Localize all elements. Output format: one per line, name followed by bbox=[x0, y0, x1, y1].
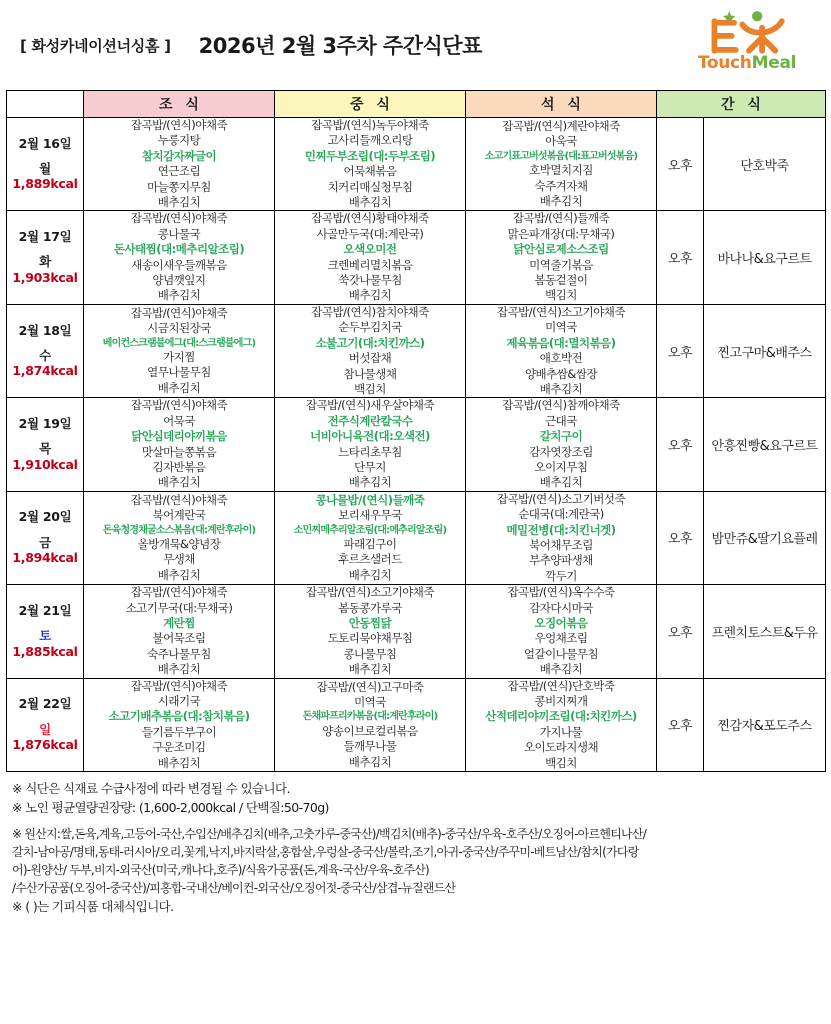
table-row bbox=[7, 118, 826, 211]
table-row bbox=[7, 491, 826, 584]
dish-item: 사골만두국(대:계란국) bbox=[316, 226, 424, 241]
day-date: 2월 19일 bbox=[18, 415, 72, 431]
logo-text-touch: Touch bbox=[697, 53, 752, 73]
day-cell bbox=[7, 211, 84, 304]
snack-time-cell: 오후 bbox=[657, 678, 704, 771]
lunch-cell bbox=[275, 491, 466, 584]
dish-item: 배추김치 bbox=[157, 662, 201, 677]
dish-item: 맑은파개장(대:무채국) bbox=[507, 226, 615, 241]
dish-item: 올방개묵&양념장 bbox=[137, 536, 221, 551]
dish-item: 불어묵조림 bbox=[152, 631, 206, 646]
snack-time-cell: 오후 bbox=[657, 491, 704, 584]
dish-item: 누룽지탕 bbox=[157, 133, 201, 148]
dish-item: 소고기무국(대:무채국) bbox=[125, 600, 233, 615]
table-row bbox=[7, 585, 826, 678]
touchmeal-smile-icon bbox=[698, 8, 797, 54]
day-cell bbox=[7, 678, 84, 771]
dish-item: 콩나물국 bbox=[157, 226, 201, 241]
dish-item: 순두부김치국 bbox=[338, 320, 402, 335]
dish-item: 양념깻잎지 bbox=[152, 273, 206, 288]
dish-item: 잡곡밥/(연식)단호박죽 bbox=[507, 678, 615, 693]
dish-item: 봄동겉절이 bbox=[534, 273, 588, 288]
day-date: 2월 21일 bbox=[18, 602, 72, 618]
facility-name: [ 화성카네이션너싱홈 ] bbox=[20, 36, 171, 55]
day-kcal: 1,874kcal bbox=[12, 363, 78, 379]
breakfast-cell bbox=[84, 118, 275, 211]
dish-item: 양배추쌈&쌈장 bbox=[524, 366, 598, 381]
dish-item: 배추김치 bbox=[348, 288, 392, 303]
dish-item: 잡곡밥/(연식)녹두야채죽 bbox=[311, 118, 429, 132]
dish-item: 배추김치 bbox=[157, 567, 201, 582]
dish-item: 순대국(대:계란국) bbox=[518, 507, 604, 522]
page-title: 2026년 2월 3주차 주간식단표 bbox=[198, 34, 482, 58]
dish-item: 콩나물밥/(연식)들깨죽 bbox=[315, 492, 425, 507]
dish-item: 시금치된장국 bbox=[147, 321, 211, 336]
table-row bbox=[7, 304, 826, 397]
dish-item: 느타리초무침 bbox=[338, 444, 402, 459]
dinner-cell bbox=[466, 304, 657, 397]
header-breakfast: 조 식 bbox=[84, 91, 275, 118]
dish-item: 잡곡밥/(연식)새우살야채죽 bbox=[305, 398, 435, 413]
header-lunch: 중 식 bbox=[275, 91, 466, 118]
logo-text-meal: Meal bbox=[751, 53, 797, 73]
day-weekday: 수 bbox=[39, 347, 51, 363]
note-menu-change: ※ 식단은 식재료 수급사정에 따라 변경될 수 있습니다. bbox=[12, 781, 290, 797]
day-weekday: 일 bbox=[39, 721, 51, 737]
note-kcal-guide: ※ 노인 평균열량권장량: (1,600-2,000kcal / 단백질:50-70g) bbox=[12, 800, 329, 816]
header-dinner: 석 식 bbox=[466, 91, 657, 118]
table-row bbox=[7, 398, 826, 491]
snack-time-cell: 오후 bbox=[657, 118, 704, 211]
dish-item: 잡곡밥/(연식)소고기버섯죽 bbox=[496, 491, 626, 506]
note-spacer bbox=[12, 818, 831, 825]
dinner-cell bbox=[466, 585, 657, 678]
dish-item: 잡곡밥/(연식)들깨죽 bbox=[512, 211, 610, 226]
dish-item: 연근조림 bbox=[157, 164, 201, 179]
dish-item: 들기름두부구이 bbox=[141, 724, 217, 739]
snack-cell: 단호박죽 bbox=[704, 118, 826, 211]
dish-item: 어묵국 bbox=[163, 413, 195, 428]
dish-item: 마늘쫑지무침 bbox=[147, 179, 211, 194]
day-kcal: 1,876kcal bbox=[12, 737, 78, 753]
dish-item: 소민찌메추리알조림(대:메추리알조림) bbox=[293, 524, 447, 536]
dish-item: 배추김치 bbox=[157, 755, 201, 770]
dish-item: 근대국 bbox=[545, 413, 577, 428]
page-header bbox=[6, 0, 825, 90]
dish-item: 김자반볶음 bbox=[152, 459, 206, 474]
dish-item: 가지찜 bbox=[163, 350, 195, 365]
dish-item: 가지나물 bbox=[539, 724, 583, 739]
lunch-cell bbox=[275, 678, 466, 771]
dish-item: 잡곡밥/(연식)야채죽 bbox=[130, 398, 228, 413]
dish-item: 배추김치 bbox=[348, 662, 392, 677]
snack-cell: 안흥찐빵&요구르트 bbox=[704, 398, 826, 491]
dish-item: 민찌두부조림(대:두부조림) bbox=[304, 148, 436, 163]
day-weekday: 금 bbox=[39, 534, 51, 550]
day-weekday: 월 bbox=[39, 161, 51, 177]
dish-item: 얼갈이나물무침 bbox=[523, 646, 599, 661]
dish-item: 잡곡밥/(연식)참치야채죽 bbox=[311, 304, 429, 319]
day-cell bbox=[7, 118, 84, 211]
dish-item: 오징어볶음 bbox=[534, 616, 588, 630]
dish-item: 쑥갓나물무침 bbox=[338, 273, 402, 288]
lunch-cell bbox=[275, 118, 466, 211]
dish-item: 잡곡밥/(연식)계란야채죽 bbox=[502, 119, 620, 133]
breakfast-cell bbox=[84, 585, 275, 678]
dish-item: 새송이새우들깨볶음 bbox=[131, 257, 227, 272]
logo-wordmark bbox=[691, 55, 803, 72]
note-origin-line-1: ※ 원산지:쌀,돈육,계육,고등어-국산,수입산/배추김치(배추,고춧가루-중국산)/백김치(배추)-중국산/우육-호주산/오징어-아르헨티나산/ bbox=[12, 826, 647, 841]
day-cell bbox=[7, 304, 84, 397]
dinner-cell bbox=[466, 491, 657, 584]
snack-cell: 찐고구마&배주스 bbox=[704, 304, 826, 397]
dish-item: 미역줄기볶음 bbox=[529, 257, 593, 272]
dish-item: 잡곡밥/(연식)야채죽 bbox=[130, 492, 228, 507]
dish-item: 후르츠샐러드 bbox=[338, 552, 402, 567]
breakfast-cell bbox=[84, 491, 275, 584]
dish-item: 오이도라지생채 bbox=[523, 740, 599, 755]
dish-item: 백김치 bbox=[354, 381, 386, 396]
dish-item: 배추김치 bbox=[157, 288, 201, 303]
dish-item: 잡곡밥/(연식)야채죽 bbox=[130, 305, 228, 320]
breakfast-cell bbox=[84, 398, 275, 491]
table-header-row bbox=[7, 91, 826, 118]
dish-item: 배추김치 bbox=[157, 380, 201, 395]
note-origin-line-3: 어)-원양산/ 두부,비지-외국산(미국,캐나다,호주)/식육가공품(돈,계육-국산/우육-호주산) bbox=[12, 862, 429, 877]
dish-item: 부추양파생채 bbox=[529, 553, 593, 568]
dish-item: 열무나물무침 bbox=[147, 365, 211, 380]
dish-item: 크렌베리멸치볶음 bbox=[327, 257, 413, 272]
dish-item: 들깨무나물 bbox=[343, 739, 397, 754]
dish-item: 메밀전병(대:치킨너겟) bbox=[506, 522, 616, 537]
dish-item: 아욱국 bbox=[545, 134, 577, 149]
dish-item: 잡곡밥/(연식)야채죽 bbox=[130, 118, 228, 132]
table-body bbox=[7, 118, 826, 772]
dish-item: 북어채무조림 bbox=[529, 537, 593, 552]
dish-item: 오색오미전 bbox=[343, 242, 397, 257]
dish-item: 도토리묵야채무침 bbox=[327, 631, 413, 646]
dish-item: 미역국 bbox=[545, 320, 577, 335]
day-cell bbox=[7, 398, 84, 491]
dish-item: 잡곡밥/(연식)참깨야채죽 bbox=[502, 398, 620, 413]
dish-item: 파래김구이 bbox=[343, 536, 397, 551]
lunch-cell bbox=[275, 211, 466, 304]
dish-item: 안동찜닭 bbox=[348, 616, 392, 630]
table-row bbox=[7, 211, 826, 304]
lunch-cell bbox=[275, 398, 466, 491]
snack-time-cell: 오후 bbox=[657, 211, 704, 304]
day-weekday: 화 bbox=[39, 254, 51, 270]
day-kcal: 1,889kcal bbox=[12, 176, 78, 192]
dish-item: 양송이브로컬리볶음 bbox=[322, 723, 418, 738]
dish-item: 숙주나물무침 bbox=[147, 646, 211, 661]
dish-item: 배추김치 bbox=[539, 662, 583, 677]
lunch-cell bbox=[275, 585, 466, 678]
day-date: 2월 16일 bbox=[18, 135, 72, 151]
day-date: 2월 17일 bbox=[18, 229, 72, 245]
dish-item: 단무지 bbox=[354, 459, 386, 474]
dish-item: 제육볶음(대:멸치볶음) bbox=[506, 335, 616, 350]
dish-item: 너비아니육전(대:오색전) bbox=[310, 429, 430, 444]
snack-cell: 찐감자&포도주스 bbox=[704, 678, 826, 771]
dish-item: 봄동콩가루국 bbox=[338, 600, 402, 615]
dish-item: 백김치 bbox=[545, 755, 577, 770]
dish-item: 숙주겨자채 bbox=[534, 178, 588, 193]
snack-time-cell: 오후 bbox=[657, 398, 704, 491]
dish-item: 베이컨스크램블에그(대:스크램블에그) bbox=[102, 337, 256, 349]
dish-item: 참나물생채 bbox=[343, 366, 397, 381]
dish-item: 계란찜 bbox=[163, 616, 195, 630]
dish-item: 소불고기(대:치킨까스) bbox=[315, 335, 425, 350]
dish-item: 배추김치 bbox=[348, 754, 392, 769]
dish-item: 배추김치 bbox=[539, 194, 583, 209]
dish-item: 오이지무침 bbox=[534, 459, 588, 474]
day-date: 2월 18일 bbox=[18, 322, 72, 338]
dinner-cell bbox=[466, 398, 657, 491]
dish-item: 잡곡밥/(연식)야채죽 bbox=[130, 211, 228, 226]
dish-item: 무생채 bbox=[163, 552, 195, 567]
dinner-cell bbox=[466, 211, 657, 304]
snack-cell: 프렌치토스트&두유 bbox=[704, 585, 826, 678]
day-cell bbox=[7, 585, 84, 678]
dish-item: 버섯잡채 bbox=[348, 351, 392, 366]
breakfast-cell bbox=[84, 304, 275, 397]
weekly-menu-table bbox=[6, 90, 826, 772]
dish-item: 돈사태찜(대:메추리알조림) bbox=[113, 242, 245, 257]
lunch-cell bbox=[275, 304, 466, 397]
day-cell bbox=[7, 491, 84, 584]
day-kcal: 1,910kcal bbox=[12, 456, 78, 472]
dish-item: 돈육청경채굴소스볶음(대:계란후라이) bbox=[102, 524, 256, 536]
dish-item: 맛살마늘쫑볶음 bbox=[141, 444, 217, 459]
note-origin-line-2: 갈치-남아공/명태,동태-러시아/오리,꽃게,낙지,바지락살,홍합살,우렁살-중국산/볼락,조기,아귀-중국산/주꾸미-베트남산/참치(가다랑 bbox=[12, 844, 639, 859]
day-spacer bbox=[7, 712, 83, 723]
dish-item: 배추김치 bbox=[348, 567, 392, 582]
dish-item: 고사리들깨오리탕 bbox=[327, 133, 413, 148]
dish-item: 닭안심데리야끼볶음 bbox=[131, 429, 227, 444]
day-kcal: 1,903kcal bbox=[12, 269, 78, 285]
dish-item: 감자엿장조림 bbox=[529, 444, 593, 459]
day-date: 2월 22일 bbox=[18, 696, 72, 712]
dish-item: 잡곡밥/(연식)소고기야채죽 bbox=[305, 585, 435, 600]
dish-item: 구운조미김 bbox=[152, 740, 206, 755]
dish-item: 치커리매실청무침 bbox=[327, 179, 413, 194]
dish-item: 어묵채볶음 bbox=[343, 164, 397, 179]
dish-item: 배추김치 bbox=[348, 195, 392, 210]
snack-cell: 밤만쥬&딸기요플레 bbox=[704, 491, 826, 584]
dinner-cell bbox=[466, 678, 657, 771]
dish-item: 소고기표고버섯볶음(대:표고버섯볶음) bbox=[484, 150, 638, 162]
dish-item: 콩나물무침 bbox=[343, 646, 397, 661]
header-blank bbox=[7, 91, 84, 118]
dish-item: 소고기배추볶음(대:참치볶음) bbox=[108, 709, 250, 724]
dish-item: 참치감자짜글이 bbox=[141, 148, 217, 163]
day-weekday: 토 bbox=[39, 628, 51, 644]
breakfast-cell bbox=[84, 678, 275, 771]
dish-item: 시래기국 bbox=[157, 694, 201, 709]
dish-item: 잡곡밥/(연식)고구마죽 bbox=[316, 679, 424, 694]
dish-item: 깍두기 bbox=[545, 568, 577, 583]
touchmeal-logo bbox=[691, 8, 803, 72]
dish-item: 미역국 bbox=[354, 695, 386, 710]
dish-item: 전주식계란칼국수 bbox=[327, 413, 413, 428]
dish-item: 우엉채조림 bbox=[534, 631, 588, 646]
dish-item: 배추김치 bbox=[157, 195, 201, 210]
dish-item: 배추김치 bbox=[157, 475, 201, 490]
dish-item: 애호박전 bbox=[539, 351, 583, 366]
day-date: 2월 20일 bbox=[18, 509, 72, 525]
dish-item: 잡곡밥/(연식)옥수수죽 bbox=[507, 585, 615, 600]
note-substitute: ※ ( )는 기피식품 대체식입니다. bbox=[12, 898, 174, 914]
dish-item: 잡곡밥/(연식)야채죽 bbox=[130, 585, 228, 600]
dish-item: 배추김치 bbox=[348, 475, 392, 490]
snack-cell: 바나나&요구르트 bbox=[704, 211, 826, 304]
table-row bbox=[7, 678, 826, 771]
dish-item: 감자다시마국 bbox=[529, 600, 593, 615]
dish-item: 배추김치 bbox=[539, 475, 583, 490]
dish-item: 잡곡밥/(연식)소고기야채죽 bbox=[496, 304, 626, 319]
dish-item: 콩비지찌개 bbox=[534, 694, 588, 709]
dish-item: 돈채파프리카볶음(대:계란후라이) bbox=[302, 711, 438, 723]
snack-time-cell: 오후 bbox=[657, 585, 704, 678]
dinner-cell bbox=[466, 118, 657, 211]
dish-item: 호박멸치지짐 bbox=[529, 163, 593, 178]
dish-item: 잡곡밥/(연식)야채죽 bbox=[130, 678, 228, 693]
dish-item: 잡곡밥/(연식)황태야채죽 bbox=[311, 211, 429, 226]
day-kcal: 1,885kcal bbox=[12, 643, 78, 659]
dish-item: 갈치구이 bbox=[539, 429, 583, 444]
breakfast-cell bbox=[84, 211, 275, 304]
footer-notes bbox=[12, 779, 831, 916]
dish-item: 백김치 bbox=[545, 288, 577, 303]
header-snack: 간 식 bbox=[657, 91, 826, 118]
dish-item: 북어계란국 bbox=[152, 508, 206, 523]
dish-item: 산적데리야끼조림(대:치킨까스) bbox=[485, 709, 637, 724]
day-kcal: 1,894kcal bbox=[12, 550, 78, 566]
day-weekday: 목 bbox=[39, 441, 51, 457]
dish-item: 보리새우무국 bbox=[338, 508, 402, 523]
dish-item: 닭안심로제소스조림 bbox=[513, 242, 609, 257]
dish-item: 배추김치 bbox=[539, 381, 583, 396]
note-origin-line-4: /수산가공품(오징어-중국산)/피홍합-국내산/베이컨-외국산/오징어젓-중국산/삼겹-뉴질랜드산 bbox=[12, 880, 456, 895]
snack-time-cell: 오후 bbox=[657, 304, 704, 397]
